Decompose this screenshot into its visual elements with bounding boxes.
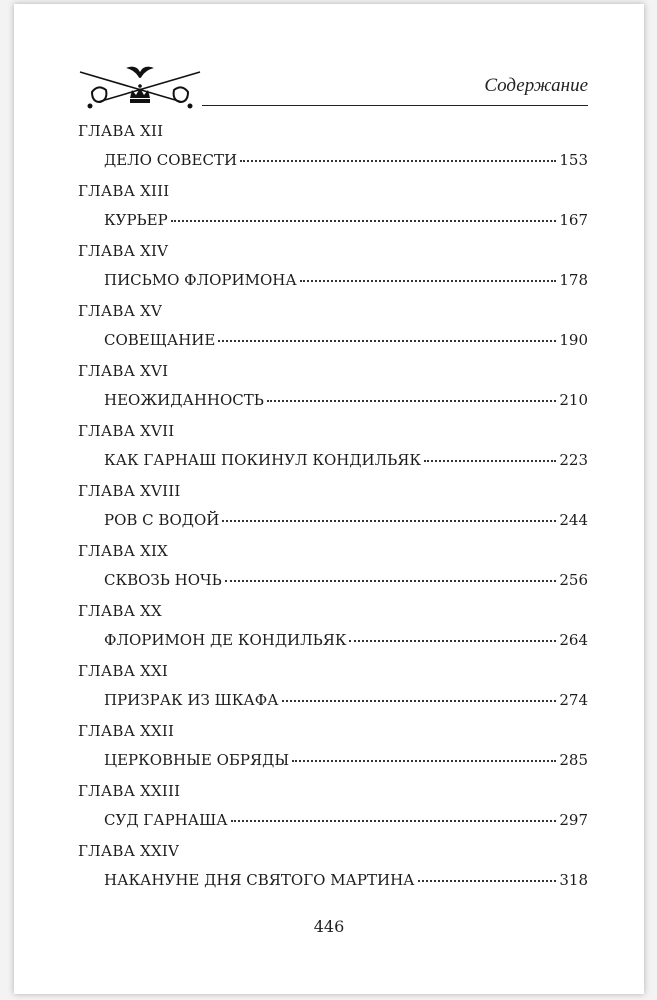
chapter-label: ГЛАВА XII [78, 122, 164, 140]
page-number: 274 [559, 691, 588, 709]
dot-leader [282, 699, 557, 702]
crossed-swords-crown-bird-icon [78, 62, 202, 110]
page-number: 210 [559, 391, 588, 409]
toc-entry [78, 182, 588, 242]
toc-line [104, 151, 588, 169]
page-number: 223 [559, 451, 588, 469]
chapter-title: СУД ГАРНАША [104, 811, 228, 829]
toc-entry [78, 662, 588, 722]
running-title: Содержание [484, 75, 588, 96]
page-number: 190 [559, 331, 588, 349]
dot-leader [300, 279, 557, 282]
dot-leader [267, 399, 556, 402]
table-of-contents [78, 122, 588, 902]
chapter-label: ГЛАВА XXI [78, 662, 169, 680]
toc-entry [78, 542, 588, 602]
chapter-title: КАК ГАРНАШ ПОКИНУЛ КОНДИЛЬЯК [104, 451, 421, 469]
dot-leader [218, 339, 556, 342]
toc-entry [78, 602, 588, 662]
dot-leader [222, 519, 556, 522]
chapter-label: ГЛАВА XXIII [78, 782, 181, 800]
toc-line [104, 631, 588, 649]
dot-leader [225, 579, 557, 582]
dot-leader [292, 759, 556, 762]
toc-entry [78, 242, 588, 302]
toc-entry [78, 122, 588, 182]
page-number: 167 [559, 211, 588, 229]
toc-line [104, 331, 588, 349]
page-number: 153 [559, 151, 588, 169]
page-number: 264 [559, 631, 588, 649]
chapter-label: ГЛАВА XX [78, 602, 162, 620]
chapter-label: ГЛАВА XIV [78, 242, 169, 260]
toc-entry [78, 422, 588, 482]
toc-line [104, 871, 588, 889]
chapter-label: ГЛАВА XXII [78, 722, 175, 740]
chapter-title: КУРЬЕР [104, 211, 168, 229]
dot-leader [231, 819, 557, 822]
toc-entry [78, 842, 588, 902]
page-number: 318 [559, 871, 588, 889]
chapter-label: ГЛАВА XVIII [78, 482, 181, 500]
dot-leader [171, 219, 557, 222]
book-page [14, 4, 644, 994]
toc-line [104, 451, 588, 469]
page-number: 178 [559, 271, 588, 289]
chapter-title: НАКАНУНЕ ДНЯ СВЯТОГО МАРТИНА [104, 871, 415, 889]
chapter-title: ПИСЬМО ФЛОРИМОНА [104, 271, 297, 289]
chapter-title: НЕОЖИДАННОСТЬ [104, 391, 264, 409]
chapter-label: ГЛАВА XV [78, 302, 163, 320]
chapter-label: ГЛАВА XVII [78, 422, 175, 440]
chapter-title: ФЛОРИМОН ДЕ КОНДИЛЬЯК [104, 631, 347, 649]
page-number: 285 [559, 751, 588, 769]
chapter-title: ДЕЛО СОВЕСТИ [104, 151, 238, 169]
chapter-label: ГЛАВА XIX [78, 542, 169, 560]
chapter-title: ПРИЗРАК ИЗ ШКАФА [104, 691, 279, 709]
toc-entry [78, 362, 588, 422]
toc-entry [78, 302, 588, 362]
chapter-title: ЦЕРКОВНЫЕ ОБРЯДЫ [104, 751, 290, 769]
toc-entry [78, 722, 588, 782]
page-folio: 446 [313, 917, 345, 936]
toc-line [104, 571, 588, 589]
chapter-title: СОВЕЩАНИЕ [104, 331, 216, 349]
toc-line [104, 751, 588, 769]
chapter-label: ГЛАВА XVI [78, 362, 169, 380]
page-number: 244 [559, 511, 588, 529]
dot-leader [240, 159, 556, 162]
page-number: 297 [559, 811, 588, 829]
toc-line [104, 511, 588, 529]
toc-line [104, 811, 588, 829]
toc-entry [78, 482, 588, 542]
toc-line [104, 391, 588, 409]
chapter-title: РОВ С ВОДОЙ [104, 511, 220, 529]
toc-line [104, 211, 588, 229]
chapter-label: ГЛАВА XIII [78, 182, 170, 200]
header-rule [202, 105, 588, 106]
toc-line [104, 271, 588, 289]
chapter-label: ГЛАВА XXIV [78, 842, 180, 860]
chapter-title: СКВОЗЬ НОЧЬ [104, 571, 222, 589]
dot-leader [424, 459, 556, 462]
page-number: 256 [559, 571, 588, 589]
toc-entry [78, 782, 588, 842]
page-header [78, 62, 588, 112]
toc-line [104, 691, 588, 709]
dot-leader [418, 879, 557, 882]
dot-leader [349, 639, 556, 642]
